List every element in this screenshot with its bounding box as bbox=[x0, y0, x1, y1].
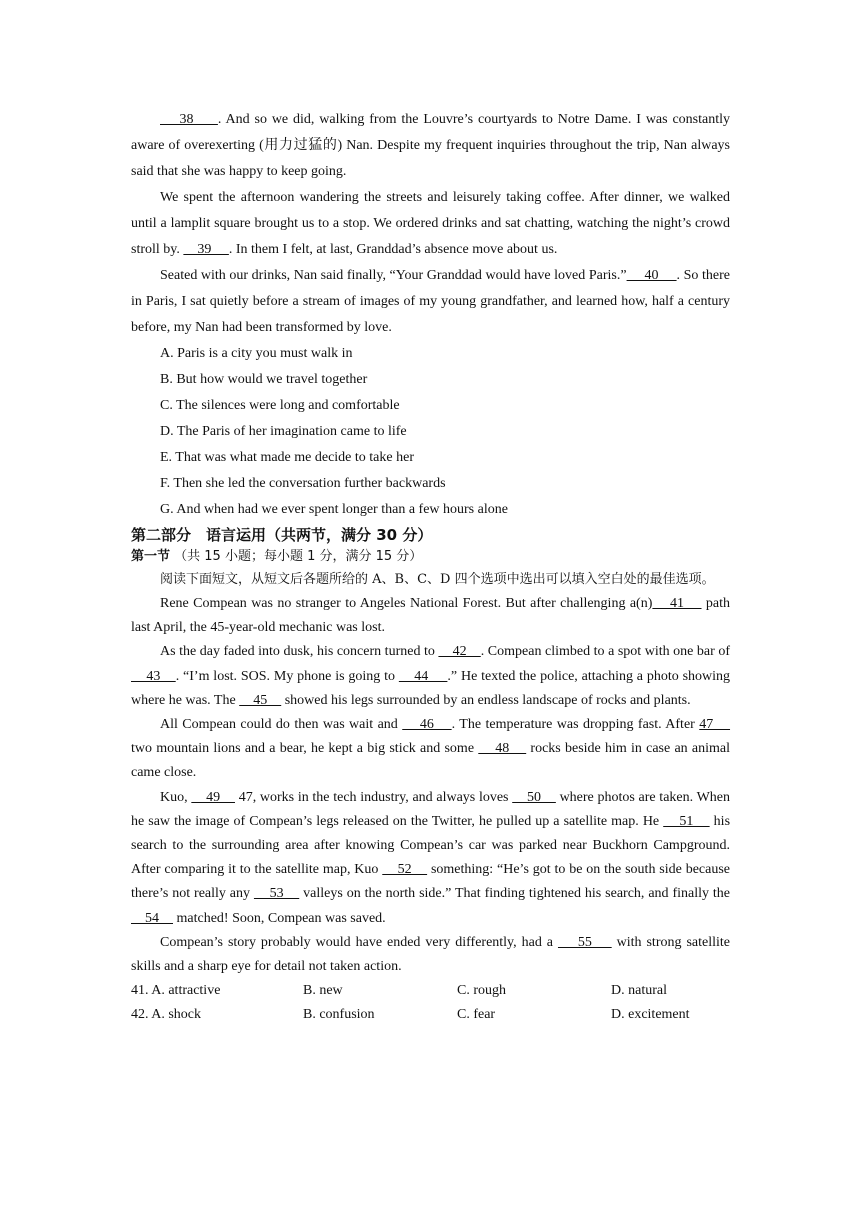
part-heading: 第二部分 语言运用（共两节，满分 30 分） bbox=[131, 526, 433, 544]
choice-c: C. fear bbox=[457, 1007, 496, 1023]
blank-42: 42 bbox=[438, 644, 481, 660]
blank-41: 41 bbox=[652, 596, 702, 611]
blank-47: 47 bbox=[699, 717, 731, 733]
passage-paragraph: Compean’s story probably would have ended very differently, had a 55 with strong satellite skills and a sharp eye for detail not taken action. bbox=[131, 934, 730, 975]
blank-53: 53 bbox=[253, 886, 300, 902]
choice-a: 42. A. shock bbox=[131, 1007, 201, 1023]
passage-paragraph: Kuo, 49 47, works in the tech industry, and always loves 50 where photos are taken. When he saw the image of Compean’s legs released on the Twitter, he pulled up a satellite map. He 51 his search to the surrounding area after knowing Compean’s car was parked near Buckhorn Campground. After comparing it to the satellite map, Kuo 52 something: “He’s got to be on the south side because there’s not really any 53 valleys on the north side.” That finding tightened his search, and finally the 54 matched! Soon, Compean was saved. bbox=[131, 789, 731, 926]
question-42 bbox=[131, 1003, 730, 1027]
blank-44: 44 bbox=[398, 668, 448, 684]
passage-paragraph: Rene Compean was no stranger to Angeles National Forest. But after challenging a(n) 41 path last April, the 45-year-old mechanic was lost. bbox=[131, 596, 731, 636]
choice-d: D. excitement bbox=[611, 1007, 690, 1023]
blank-54: 54 bbox=[131, 910, 173, 926]
passage-paragraph: We spent the afternoon wandering the streets and leisurely taking coffee. After dinner, we walked until a lamplit square brought us to a stop. We ordered drinks and sat chatting, watching the night’s crowd stroll by. 39 . In them I felt, at last, Granddad’s absence move about us. bbox=[131, 190, 730, 257]
choice-b: B. confusion bbox=[303, 1007, 375, 1023]
exam-page bbox=[131, 107, 730, 1027]
option-g: G. And when had we ever spent longer than a few hours alone bbox=[160, 502, 508, 517]
blank-55: 55 bbox=[557, 934, 612, 950]
blank-52: 52 bbox=[382, 862, 428, 878]
blank-51: 51 bbox=[663, 813, 710, 829]
blank-48: 48 bbox=[478, 741, 527, 757]
blank-45: 45 bbox=[239, 692, 282, 708]
passage-paragraph: Seated with our drinks, Nan said finally, “Your Granddad would have loved Paris.” 40 . So there in Paris, I sat quietly before a stream of images of my young grandfather, and learned how, half a century before, my Nan had been transformed by love. bbox=[131, 268, 731, 335]
blank-39: 39 bbox=[183, 242, 229, 257]
option-e: E. That was what made me decide to take her bbox=[160, 450, 414, 465]
blank-46: 46 bbox=[402, 717, 452, 733]
passage-paragraph: As the day faded into dusk, his concern turned to 42 . Compean climbed to a spot with one bar of 43 . “I’m lost. SOS. My phone is going to 44 .” He texted the police, attaching a photo showing where he was. The 45 showed his legs surrounded by an endless landscape of rocks and plants. bbox=[131, 644, 731, 708]
option-b: B. But how would we travel together bbox=[160, 372, 368, 387]
choice-d: D. natural bbox=[611, 983, 667, 999]
option-f: F. Then she led the conversation further backwards bbox=[160, 476, 446, 491]
passage-paragraph: 38 . And so we did, walking from the Louvre’s courtyards to Notre Dame. I was constantly aware of overexerting (用力过猛的) Nan. Despite my frequent inquiries throughout the trip, Nan always said that she was happy to keep going. bbox=[131, 112, 731, 179]
option-c: C. The silences were long and comfortable bbox=[160, 398, 400, 413]
instruction-text: 阅读下面短文，从短文后各题所给的 A、B、C、D 四个选项中选出可以填入空白处的最佳选项。 bbox=[160, 572, 715, 587]
choice-b: B. new bbox=[303, 983, 343, 999]
question-41 bbox=[131, 979, 730, 1003]
blank-38: 38 bbox=[160, 112, 218, 127]
section-heading: 第一节 （共 15 小题；每小题 1 分，满分 15 分） bbox=[131, 549, 423, 564]
blank-49: 49 bbox=[191, 789, 235, 805]
blank-50: 50 bbox=[512, 789, 556, 805]
option-d: D. The Paris of her imagination came to life bbox=[160, 424, 407, 439]
choice-c: C. rough bbox=[457, 983, 506, 999]
passage-paragraph: All Compean could do then was wait and 46 . The temperature was dropping fast. After 47 two mountain lions and a bear, he kept a big stick and some 48 rocks beside him in case an animal came close. bbox=[131, 717, 731, 781]
blank-40: 40 bbox=[626, 268, 677, 283]
choice-a: 41. A. attractive bbox=[131, 983, 221, 999]
blank-43: 43 bbox=[131, 668, 176, 684]
option-a: A. Paris is a city you must walk in bbox=[160, 346, 353, 361]
